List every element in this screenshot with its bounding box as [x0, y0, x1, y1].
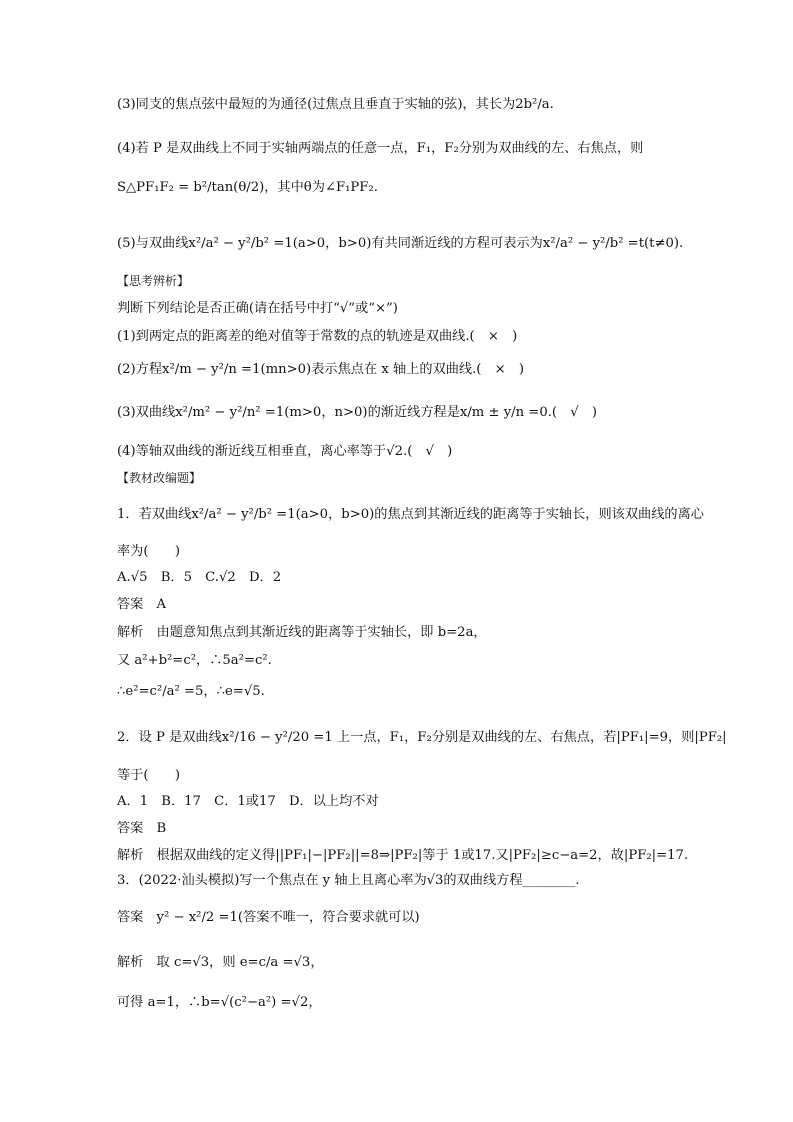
line-26: 解析 取 c=√3，则 e=c/a =√3， — [117, 955, 324, 970]
line-25: 答案 y² − x²/2 =1(答案不唯一，符合要求就可以) — [117, 910, 420, 925]
line-14: A.√5 B．5 C.√2 D．2 — [117, 570, 282, 585]
line-20: 等于( ) — [117, 768, 181, 783]
line-2: (4)若 P 是双曲线上不同于实轴两端点的任意一点，F₁，F₂分别为双曲线的左、右焦点，则 — [117, 141, 644, 156]
line-13: 率为( ) — [117, 544, 181, 559]
line-10: (4)等轴双曲线的渐近线互相垂直，离心率等于√2.( √ ) — [117, 444, 453, 459]
line-1: (3)同支的焦点弦中最短的为通径(过焦点且垂直于实轴的弦)，其长为2b²/a. — [117, 97, 554, 112]
line-18: ∴e²=c²/a² =5，∴e=√5. — [117, 684, 265, 699]
line-22: 答案 B — [117, 821, 167, 836]
section-thinking: 【思考辨析】 — [117, 274, 190, 288]
line-24: 3．(2022·汕头模拟)写一个焦点在 y 轴上且离心率为√3的双曲线方程________. — [117, 873, 580, 888]
line-17: 又 a²+b²=c²，∴5a²=c². — [117, 653, 272, 668]
line-19: 2．设 P 是双曲线x²/16 − y²/20 =1 上一点，F₁，F₂分别是双曲线的左、右焦点，若|PF₁|=9，则|PF₂| — [117, 730, 727, 745]
line-6: 判断下列结论是否正确(请在括号中打“√”或“×”) — [117, 301, 398, 316]
line-9: (3)双曲线x²/m² − y²/n² =1(m>0，n>0)的渐近线方程是x/m ± y/n =0.( √ ) — [117, 405, 597, 420]
line-3: S△PF₁F₂ = b²/tan(θ/2)，其中θ为∠F₁PF₂. — [117, 180, 378, 195]
line-4: (5)与双曲线x²/a² − y²/b² =1(a>0，b>0)有共同渐近线的方程可表示为x²/a² − y²/b² =t(t≠0). — [117, 236, 684, 251]
line-12: 1．若双曲线x²/a² − y²/b² =1(a>0，b>0)的焦点到其渐近线的距离等于实轴长，则该双曲线的离心 — [117, 507, 704, 522]
line-8: (2)方程x²/m − y²/n =1(mn>0)表示焦点在 x 轴上的双曲线.( × ) — [117, 362, 524, 377]
line-23: 解析 根据双曲线的定义得||PF₁|−|PF₂||=8⇒|PF₂|等于 1或17.又|PF₂|≥c−a=2，故|PF₂|=17. — [117, 848, 689, 863]
line-16: 解析 由题意知焦点到其渐近线的距离等于实轴长，即 b=2a， — [117, 625, 487, 640]
section-textbook: 【教材改编题】 — [117, 471, 202, 485]
line-27: 可得 a=1，∴b=√(c²−a²) =√2， — [117, 995, 322, 1010]
line-7: (1)到两定点的距离差的绝对值等于常数的点的轨迹是双曲线.( × ) — [117, 329, 518, 344]
line-15: 答案 A — [117, 597, 167, 612]
line-21: A．1 B．17 C．1或17 D．以上均不对 — [117, 794, 379, 809]
